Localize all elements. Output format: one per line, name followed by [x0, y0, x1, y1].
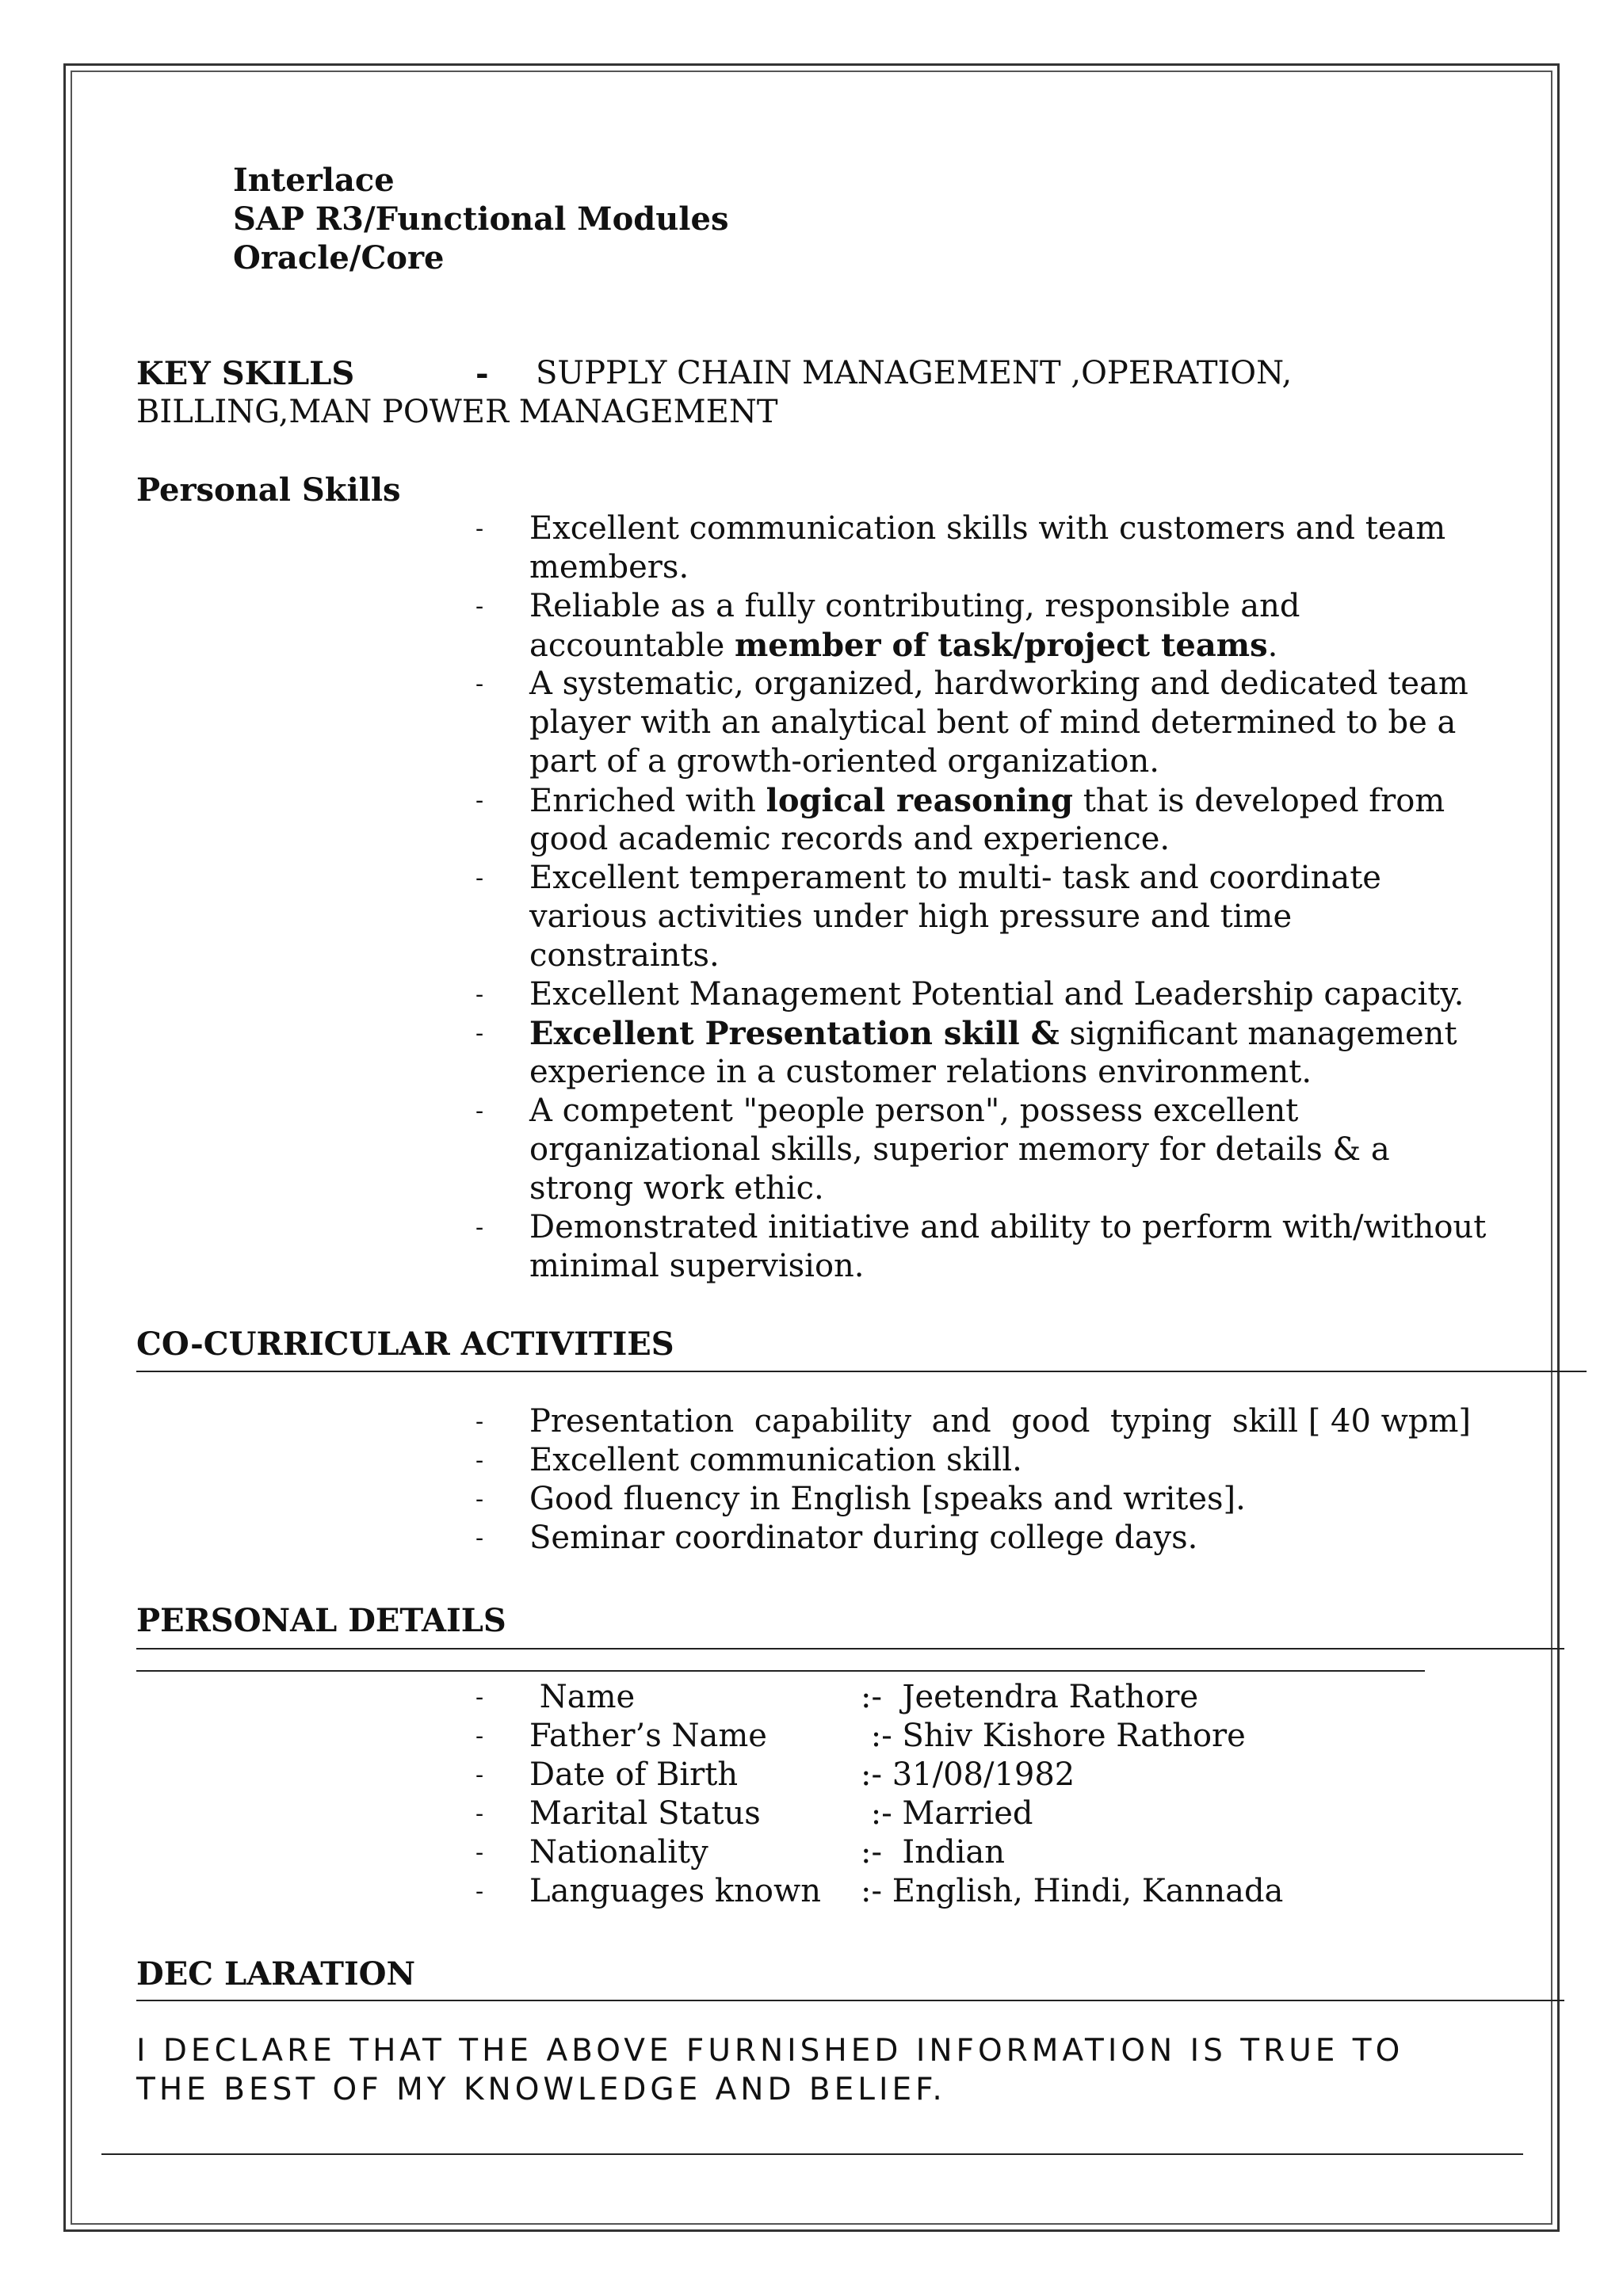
personal-skill-text: strong work ethic.	[529, 1170, 824, 1207]
personal-detail-value: :- Shiv Kishore Rathore	[861, 1718, 1246, 1754]
personal-skill-text: members.	[529, 549, 689, 585]
personal-skill-line	[529, 1131, 1390, 1169]
key-skills-label: KEY SKILLS	[136, 355, 355, 392]
personal-skill-line	[529, 781, 1445, 821]
bullet-dash: -	[475, 1486, 484, 1513]
bullet-dash: -	[475, 981, 484, 1009]
personal-skill-line	[529, 742, 1159, 781]
personal-skill-line	[529, 1053, 1312, 1092]
personal-skill-line	[529, 820, 1170, 859]
personal-detail-label: Nationality	[529, 1834, 708, 1871]
personal-skill-line	[529, 975, 1464, 1014]
co-curricular-heading: CO-CURRICULAR ACTIVITIES	[136, 1325, 674, 1363]
declaration-heading: DEC LARATION	[136, 1955, 416, 1993]
personal-skill-text: player with an analytical bent of mind determined to be a	[529, 704, 1457, 741]
personal-skill-line	[529, 704, 1456, 742]
personal-skill-line	[529, 1169, 824, 1208]
bullet-dash: -	[475, 515, 484, 543]
bullet-dash: -	[475, 1214, 484, 1241]
personal-detail-label: Date of Birth	[529, 1756, 739, 1793]
personal-details-rule-bottom	[136, 1670, 1425, 1672]
bullet-dash: -	[475, 1524, 484, 1552]
personal-skill-line	[529, 626, 1277, 666]
personal-detail-label: Languages known	[529, 1873, 821, 1909]
personal-skill-emphasis: Excellent Presentation skill &	[529, 1015, 1060, 1052]
personal-skill-text: various activities under high pressure and time	[529, 898, 1293, 935]
personal-skill-text: .	[1267, 627, 1278, 664]
personal-skill-text: part of a growth-oriented organization.	[529, 743, 1159, 780]
personal-skill-text: Reliable as a fully contributing, responsible and	[529, 588, 1300, 624]
bullet-dash: -	[475, 1408, 484, 1436]
co-curricular-rule	[136, 1371, 1587, 1372]
bullet-dash: -	[475, 1684, 484, 1711]
personal-skill-line	[529, 1208, 1486, 1247]
bullet-dash: -	[475, 1447, 484, 1474]
personal-skill-text: Excellent communication skills with customers and team	[529, 510, 1446, 547]
bullet-dash: -	[475, 670, 484, 698]
personal-detail-label: Father’s Name	[529, 1718, 767, 1754]
personal-skill-text: constraints.	[529, 937, 720, 974]
co-curricular-text: Seminar coordinator during college days.	[529, 1520, 1198, 1556]
personal-skill-line	[529, 509, 1445, 548]
personal-details-heading: PERSONAL DETAILS	[136, 1602, 506, 1639]
personal-skill-line	[529, 1014, 1457, 1054]
personal-detail-value: :- 31/08/1982	[861, 1756, 1075, 1793]
bullet-dash: -	[475, 1839, 484, 1867]
personal-skill-text: Excellent temperament to multi- task and coordinate	[529, 860, 1381, 896]
personal-skill-emphasis: logical reasoning	[766, 782, 1074, 819]
personal-skill-text: good academic records and experience.	[529, 821, 1170, 857]
personal-skill-line	[529, 859, 1381, 898]
header-line-sap: SAP R3/Functional Modules	[233, 200, 729, 238]
personal-skill-text: Enriched with	[529, 783, 766, 819]
personal-detail-value: :- English, Hindi, Kannada	[861, 1873, 1284, 1909]
co-curricular-text: Excellent communication skill.	[529, 1442, 1022, 1478]
bullet-dash: -	[475, 593, 484, 620]
declaration-rule	[136, 2000, 1564, 2001]
personal-skill-line	[529, 898, 1292, 936]
personal-detail-value: :- Indian	[861, 1834, 1005, 1871]
bullet-dash: -	[475, 1097, 484, 1125]
personal-skill-line	[529, 1092, 1298, 1131]
co-curricular-text: Presentation capability and good typing skill [ 40 wpm]	[529, 1403, 1472, 1440]
bullet-dash: -	[475, 864, 484, 892]
personal-detail-value: :- Married	[861, 1795, 1033, 1832]
personal-skill-emphasis: member of task/project teams	[734, 627, 1268, 664]
personal-skill-text: accountable	[529, 627, 735, 664]
footer-rule	[101, 2153, 1523, 2155]
personal-skill-text: experience in a customer relations environment.	[529, 1054, 1312, 1090]
bullet-dash: -	[475, 1800, 484, 1828]
personal-skill-text: organizational skills, superior memory for details & a	[529, 1131, 1390, 1168]
bullet-dash: -	[475, 1761, 484, 1789]
key-skills-line-2: BILLING,MAN POWER MANAGEMENT	[136, 394, 778, 430]
personal-skill-text: that is developed from	[1073, 783, 1445, 819]
declaration-line-1: I DECLARE THAT THE ABOVE FURNISHED INFORMATION IS TRUE TO	[136, 2033, 1404, 2069]
co-curricular-text: Good fluency in English [speaks and writes].	[529, 1481, 1246, 1517]
personal-skill-line	[529, 665, 1468, 704]
personal-skill-text: Excellent Management Potential and Leadership capacity.	[529, 976, 1465, 1013]
personal-skill-text: minimal supervision.	[529, 1248, 865, 1284]
personal-skill-line	[529, 548, 689, 587]
personal-skill-text: significant management	[1059, 1016, 1457, 1052]
personal-skills-heading: Personal Skills	[136, 471, 401, 509]
key-skills-line-1: SUPPLY CHAIN MANAGEMENT ,OPERATION,	[536, 355, 1293, 391]
personal-skill-line	[529, 936, 720, 975]
bullet-dash: -	[475, 1020, 484, 1047]
personal-details-rule-top	[136, 1648, 1564, 1650]
personal-skill-text: A competent "people person", possess excellent	[529, 1093, 1299, 1129]
personal-detail-label: Name	[529, 1679, 636, 1715]
personal-skill-line	[529, 587, 1300, 626]
declaration-line-2: THE BEST OF MY KNOWLEDGE AND BELIEF.	[136, 2072, 946, 2107]
bullet-dash: -	[475, 787, 484, 814]
personal-detail-value: :- Jeetendra Rathore	[861, 1679, 1199, 1715]
personal-detail-label: Marital Status	[529, 1795, 761, 1832]
header-line-oracle: Oracle/Core	[233, 239, 445, 277]
personal-skill-text: A systematic, organized, hardworking and dedicated team	[529, 666, 1468, 702]
header-line-interlace: Interlace	[233, 162, 395, 199]
personal-skill-line	[529, 1247, 865, 1286]
personal-skill-text: Demonstrated initiative and ability to perform with/without	[529, 1209, 1487, 1245]
bullet-dash: -	[475, 1878, 484, 1905]
key-skills-dash: -	[475, 355, 489, 392]
bullet-dash: -	[475, 1722, 484, 1750]
